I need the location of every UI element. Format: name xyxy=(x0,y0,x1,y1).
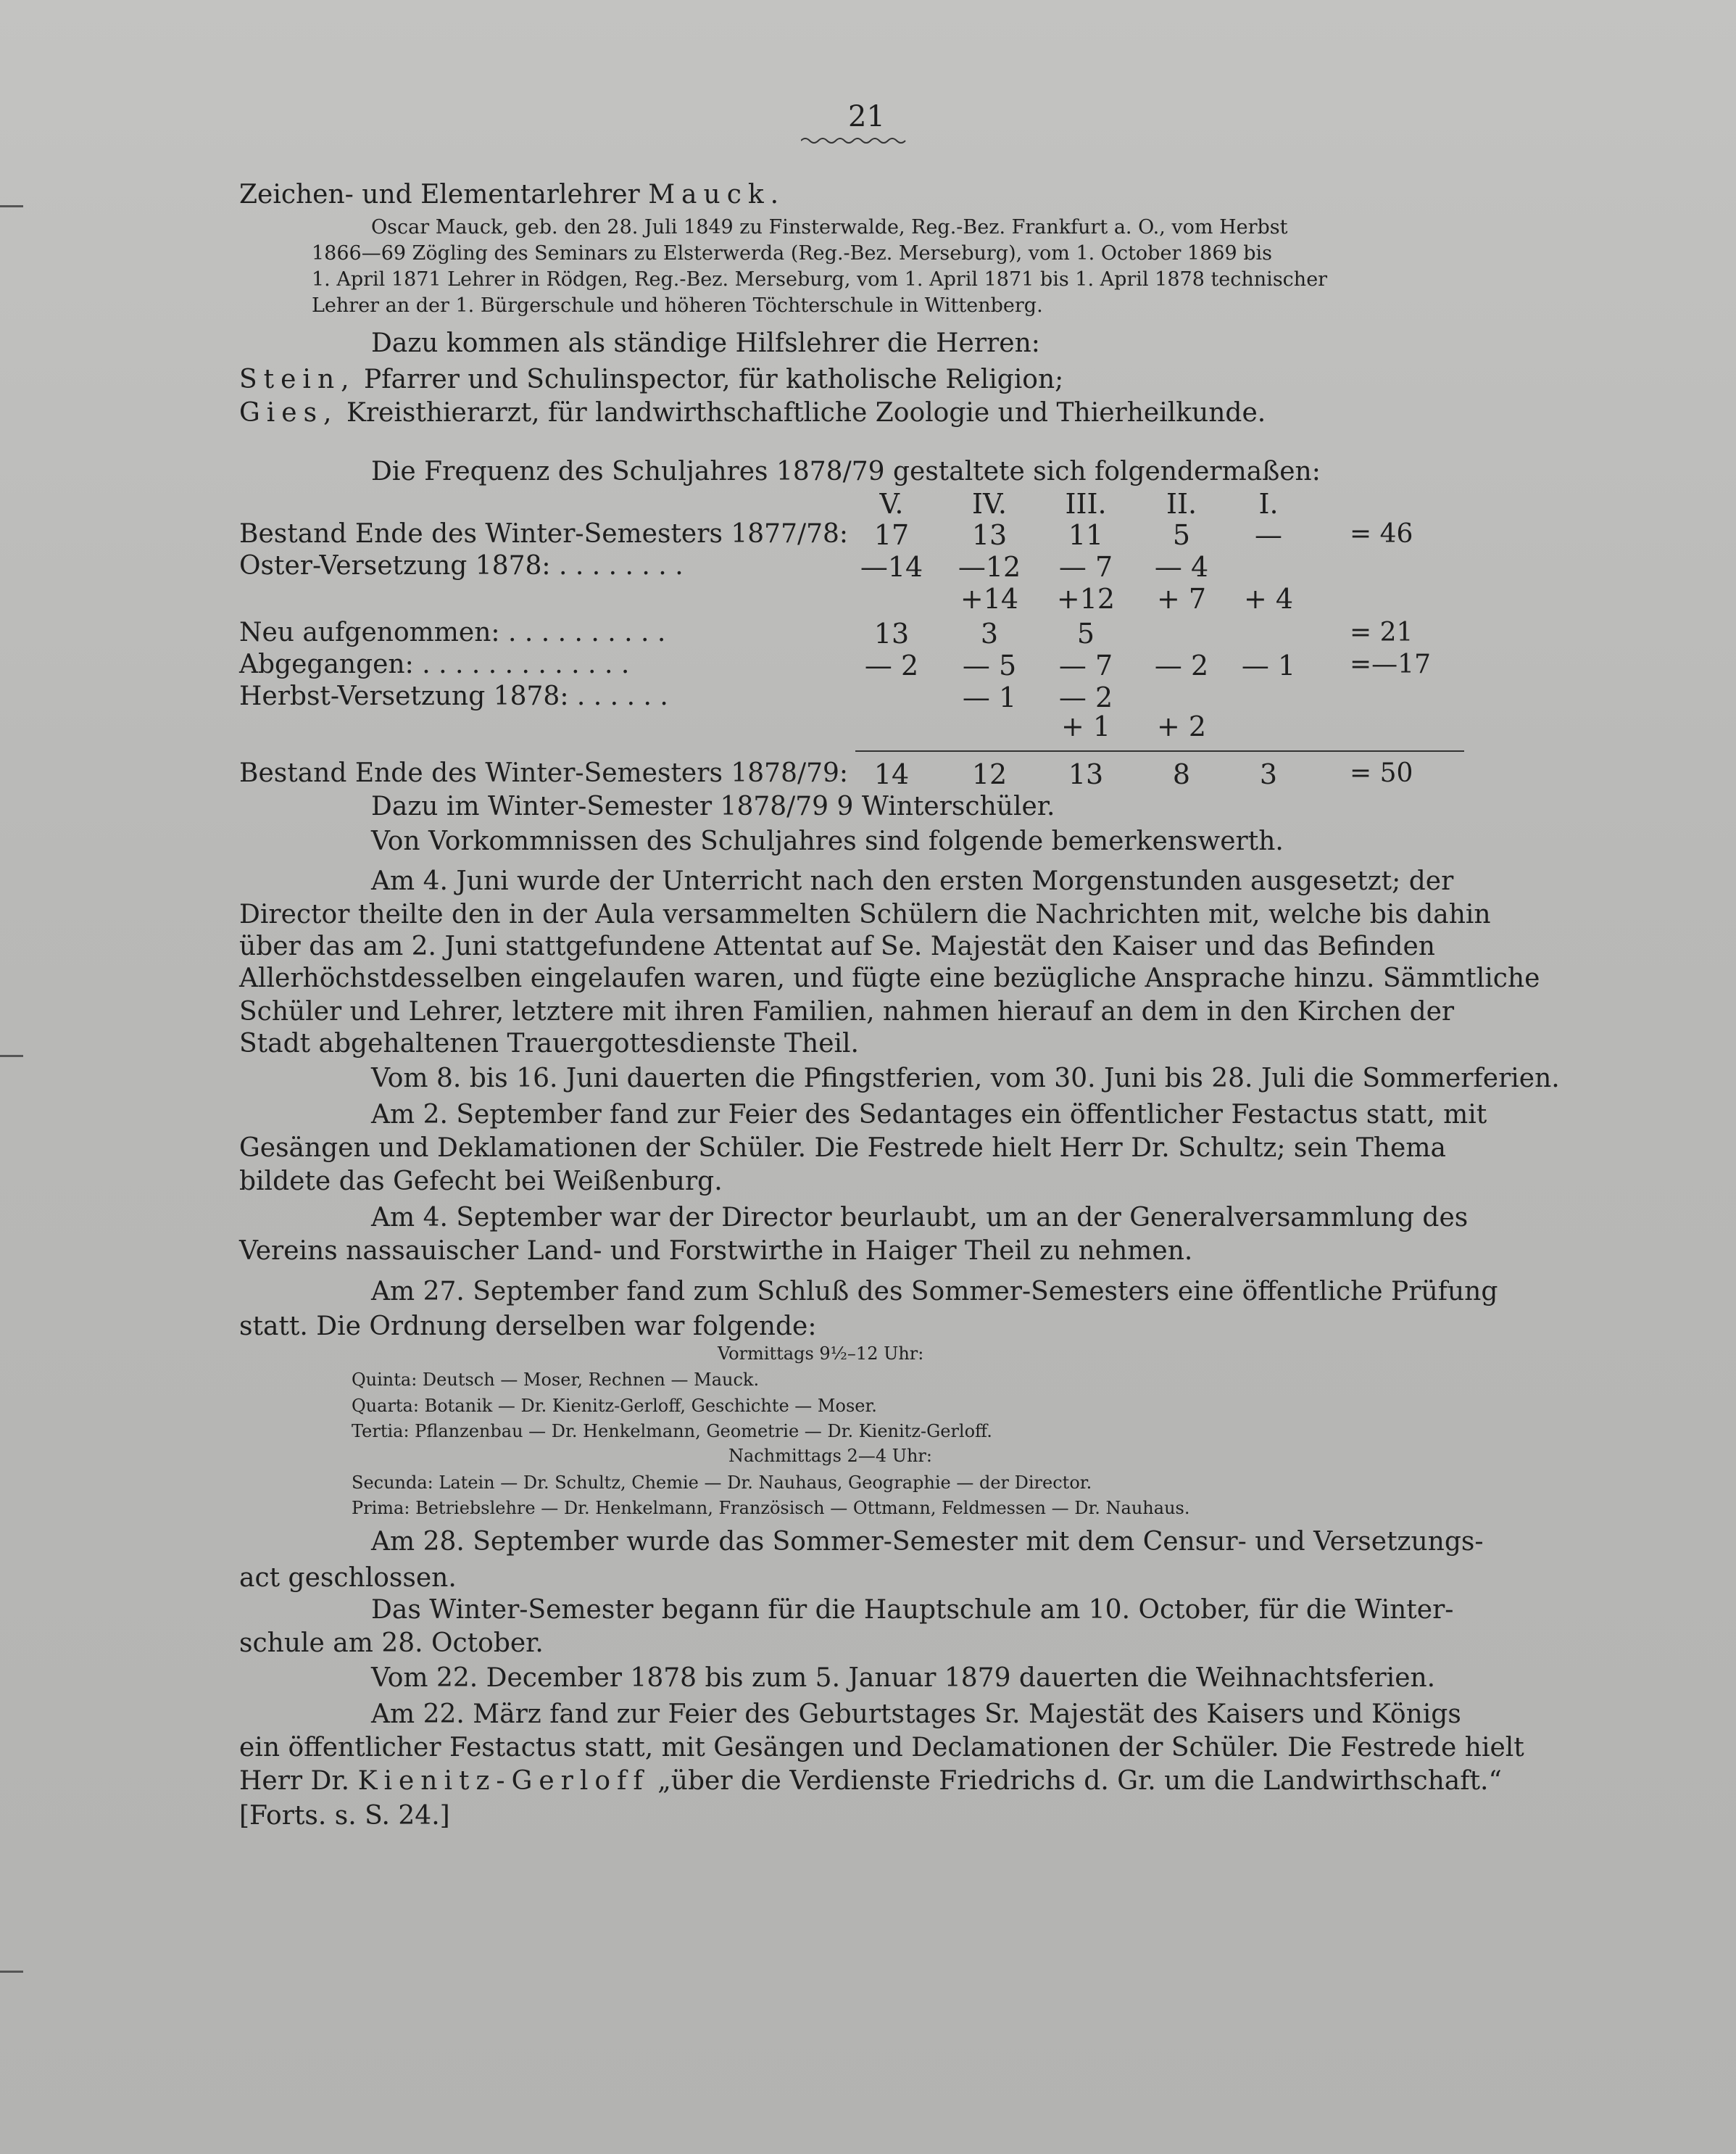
helper-name: Stein, xyxy=(239,365,356,394)
table-cell: 12 xyxy=(971,758,1008,790)
table-cell: +14 xyxy=(960,583,1019,615)
table-cell: — 7 xyxy=(1058,551,1113,583)
event-line: Gesängen und Deklamationen der Schüler. Die Festrede hielt Herr Dr. Schultz; sein Thema xyxy=(239,1133,1446,1163)
exam-row: Prima: Betriebslehre — Dr. Henkelmann, Französisch — Ottmann, Feldmessen — Dr. Nauhaus. xyxy=(352,1498,1190,1518)
table-cell: — 2 xyxy=(1154,650,1209,682)
exam-row: Secunda: Latein — Dr. Schultz, Chemie — Dr. Nauhaus, Geographie — der Director. xyxy=(352,1472,1092,1493)
table-cell: 5 xyxy=(1172,519,1191,551)
closing-line-name: Kienitz-Gerloff xyxy=(357,1766,649,1796)
binding-mark xyxy=(0,1055,23,1057)
class-header: I. xyxy=(1258,488,1279,520)
exam-row: Quarta: Botanik — Dr. Kienitz-Gerloff, Geschichte — Moser. xyxy=(352,1396,877,1416)
table-cell: 14 xyxy=(873,758,910,790)
helper-desc: Kreisthierarzt, für landwirthschaftliche Zoologie und Thierheilkunde. xyxy=(346,398,1266,428)
table-cell: — 1 xyxy=(962,682,1017,713)
table-cell: —14 xyxy=(860,551,923,583)
event-line: über das am 2. Juni stattgefundene Attentat auf Se. Majestät den Kaiser und das Befinden xyxy=(239,932,1435,961)
table-cell: 13 xyxy=(873,618,910,650)
table-cell: 3 xyxy=(980,618,999,650)
table-total: = 46 xyxy=(1350,519,1413,549)
closing-line: Das Winter-Semester begann für die Hauptschule am 10. October, für die Winter- xyxy=(371,1595,1454,1625)
helper-name: Gies, xyxy=(239,398,339,428)
table-cell: 13 xyxy=(1068,758,1104,790)
table-cell: —12 xyxy=(958,551,1021,583)
teacher-bio-line: Lehrer an der 1. Bürgerschule und höheren Töchterschule in Wittenberg. xyxy=(312,294,1043,317)
teacher-heading xyxy=(239,180,785,210)
table-cell: + 7 xyxy=(1156,583,1207,615)
helper-item xyxy=(239,398,1266,428)
closing-line: Am 28. September wurde das Sommer-Semester mit dem Censur- und Versetzungs- xyxy=(371,1527,1484,1557)
event-line: Am 4. Juni wurde der Unterricht nach den ersten Morgenstunden ausgesetzt; der xyxy=(371,866,1454,896)
teacher-bio-line: 1. April 1871 Lehrer in Rödgen, Reg.-Bez. Merseburg, vom 1. April 1871 bis 1. April 1878 technischer xyxy=(312,268,1328,291)
table-cell: 11 xyxy=(1068,519,1104,551)
exam-row: Tertia: Pflanzenbau — Dr. Henkelmann, Geometrie — Dr. Kienitz-Gerloff. xyxy=(352,1421,992,1441)
teacher-bio-line: 1866—69 Zögling des Seminars zu Elsterwerda (Reg.-Bez. Merseburg), vom 1. October 1869 bis xyxy=(312,242,1273,265)
table-cell: + 2 xyxy=(1156,711,1207,742)
closing-line: Am 22. März fand zur Feier des Geburtstages Sr. Majestät des Kaisers und Königs xyxy=(371,1699,1461,1729)
table-final-label: Bestand Ende des Winter-Semesters 1878/79: xyxy=(239,758,849,788)
table-row-label: Oster-Versetzung 1878: . . . . . . . . xyxy=(239,551,684,581)
table-cell: — 2 xyxy=(1058,682,1113,713)
frequency-intro: Die Frequenz des Schuljahres 1878/79 gestaltete sich folgendermaßen: xyxy=(371,457,1321,486)
table-cell: — 7 xyxy=(1058,650,1113,682)
teacher-heading-name: Mauck. xyxy=(648,180,786,210)
event-line: bildete das Gefecht bei Weißenburg. xyxy=(239,1167,723,1196)
closing-line xyxy=(239,1766,1502,1796)
table-cell: + 4 xyxy=(1243,583,1294,615)
event-line: Director theilte den in der Aula versammelten Schülern die Nachrichten mit, welche bis dahin xyxy=(239,900,1491,929)
exam-morning-heading: Vormittags 9½–12 Uhr: xyxy=(718,1343,924,1364)
page-number: 21 xyxy=(848,100,885,133)
event-line: Am 2. September fand zur Feier des Sedantages ein öffentlicher Festactus statt, mit xyxy=(371,1100,1487,1130)
table-row-label: Herbst-Versetzung 1878: . . . . . . xyxy=(239,682,668,711)
closing-line: schule am 28. October. xyxy=(239,1628,544,1658)
event-line: Schüler und Lehrer, letztere mit ihren Familien, nahmen hierauf an dem in den Kirchen der xyxy=(239,997,1455,1027)
helpers-intro: Dazu kommen als ständige Hilfslehrer die Herren: xyxy=(371,328,1040,358)
table-cell: 17 xyxy=(873,519,910,551)
table-cell: +12 xyxy=(1056,583,1116,615)
table-cell: — 1 xyxy=(1241,650,1296,682)
table-cell: — xyxy=(1255,519,1282,551)
event-line: Am 4. September war der Director beurlaubt, um an der Generalversammlung des xyxy=(371,1203,1469,1233)
table-rule xyxy=(855,750,1464,752)
closing-line: act geschlossen. xyxy=(239,1563,457,1593)
event-line: Vom 8. bis 16. Juni dauerten die Pfingstferien, vom 30. Juni bis 28. Juli die Sommerferien. xyxy=(371,1064,1560,1093)
table-total: = 50 xyxy=(1350,758,1413,788)
table-total: =—17 xyxy=(1350,650,1431,679)
closing-line-start: Herr Dr. xyxy=(239,1766,350,1796)
event-line: Stadt abgehaltenen Trauergottesdienste Theil. xyxy=(239,1029,859,1059)
table-cell: 3 xyxy=(1259,758,1278,790)
table-cell: — 5 xyxy=(962,650,1017,682)
event-line: Am 27. September fand zum Schluß des Sommer-Semesters eine öffentliche Prüfung xyxy=(371,1277,1498,1306)
teacher-bio-line: Oscar Mauck, geb. den 28. Juli 1849 zu Finsterwalde, Reg.-Bez. Frankfurt a. O., vom Herbst xyxy=(371,216,1288,239)
class-header: IV. xyxy=(972,488,1007,520)
class-header: II. xyxy=(1166,488,1197,520)
table-row-label: Abgegangen: . . . . . . . . . . . . . xyxy=(239,650,630,679)
exam-afternoon-heading: Nachmittags 2—4 Uhr: xyxy=(728,1446,932,1466)
helper-item xyxy=(239,365,1063,394)
table-cell: 13 xyxy=(971,519,1008,551)
helper-desc: Pfarrer und Schulinspector, für katholische Religion; xyxy=(364,365,1064,394)
table-cell: 5 xyxy=(1076,618,1095,650)
winter-note: Dazu im Winter-Semester 1878/79 9 Winterschüler. xyxy=(371,792,1055,821)
exam-row: Quinta: Deutsch — Moser, Rechnen — Mauck. xyxy=(352,1370,760,1390)
class-header: V. xyxy=(879,488,904,520)
binding-mark xyxy=(0,205,23,207)
table-row-label: Bestand Ende des Winter-Semesters 1877/78: xyxy=(239,519,849,549)
table-cell: — 4 xyxy=(1154,551,1209,583)
closing-line: ein öffentlicher Festactus statt, mit Gesängen und Declamationen der Schüler. Die Festrede hielt xyxy=(239,1733,1524,1762)
table-row-label: Neu aufgenommen: . . . . . . . . . . xyxy=(239,618,666,647)
closing-line-end: „über die Verdienste Friedrichs d. Gr. um die Landwirthschaft.“ xyxy=(657,1766,1502,1796)
event-line: Vereins nassauischer Land- und Forstwirthe in Haiger Theil zu nehmen. xyxy=(239,1236,1193,1266)
class-header: III. xyxy=(1065,488,1107,520)
closing-line: Vom 22. December 1878 bis zum 5. Januar 1879 dauerten die Weihnachtsferien. xyxy=(371,1663,1436,1693)
table-total: = 21 xyxy=(1350,618,1413,647)
binding-mark xyxy=(0,1971,23,1973)
ornament-squiggle xyxy=(801,136,910,145)
table-cell: + 1 xyxy=(1060,711,1111,742)
events-intro: Von Vorkommnissen des Schuljahres sind folgende bemerkenswerth. xyxy=(371,827,1284,856)
continuation-note: [Forts. s. S. 24.] xyxy=(239,1801,450,1831)
table-cell: 8 xyxy=(1172,758,1191,790)
teacher-heading-text: Zeichen- und Elementarlehrer xyxy=(239,180,640,210)
table-cell: — 2 xyxy=(864,650,919,682)
event-line: Allerhöchstdesselben eingelaufen waren, und fügte eine bezügliche Ansprache hinzu. Sämmtliche xyxy=(239,964,1540,993)
event-line: statt. Die Ordnung derselben war folgende: xyxy=(239,1312,817,1341)
